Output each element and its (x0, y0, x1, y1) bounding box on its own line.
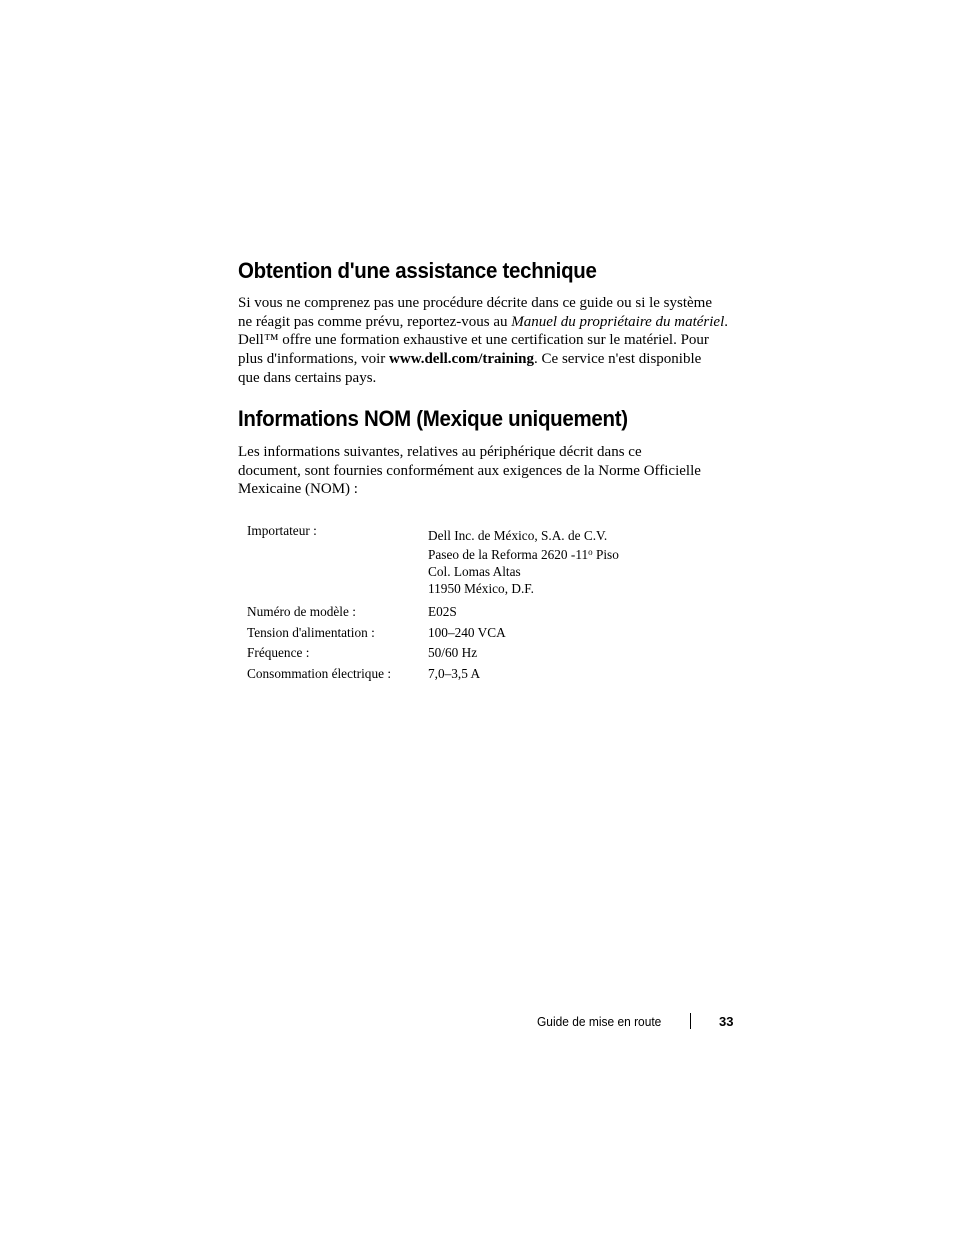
technical-assistance-paragraph (238, 294, 738, 388)
frequency-label: Fréquence : (247, 645, 310, 660)
importer-address (428, 527, 619, 597)
text-run: Piso (592, 547, 619, 562)
paragraph-line (238, 313, 738, 332)
training-url-link[interactable]: www.dell.com/training (389, 351, 535, 368)
paragraph-line: que dans certains pays. (238, 369, 377, 386)
text-run: plus d'informations, voir (238, 351, 390, 368)
nom-intro-paragraph (238, 443, 738, 499)
text-run: . Ce service n'est disponible (534, 351, 702, 368)
superscript: o (588, 547, 593, 557)
address-line: 11950 México, D.F. (428, 581, 534, 596)
owners-manual-title: Manuel du propriétaire du matériel (511, 313, 725, 330)
paragraph-line: Si vous ne comprenez pas une procédure décrite dans ce guide ou si le système (238, 295, 713, 311)
paragraph-line: Dell™ offre une formation exhaustive et une certification sur le matériel. Pour (238, 332, 709, 349)
nom-row-voltage (247, 624, 506, 645)
power-consumption-label: Consommation électrique : (247, 665, 392, 681)
frequency-value: 50/60 Hz (428, 645, 478, 660)
nom-info-table (247, 522, 619, 685)
footer-page-number: 33 (719, 1014, 734, 1029)
nom-row-frequency (247, 644, 478, 665)
address-line (428, 544, 619, 563)
power-consumption-value: 7,0–3,5 A (428, 665, 481, 681)
address-line: Dell Inc. de México, S.A. de C.V. (428, 528, 608, 543)
text-run: ne réagit pas comme prévu, reportez-vous au (238, 313, 512, 330)
model-number-label: Numéro de modèle : (247, 604, 356, 619)
voltage-value: 100–240 VCA (428, 624, 506, 640)
section-heading-nom-information: Informations NOM (Mexique uniquement) (238, 406, 628, 431)
text-run: . (724, 313, 729, 330)
footer-separator (690, 1013, 691, 1029)
nom-row-importer (247, 522, 619, 596)
paragraph-line (238, 350, 738, 369)
footer-guide-title: Guide de mise en route (537, 1014, 662, 1029)
nom-row-model (247, 603, 457, 624)
text-run: Paseo de la Reforma 2620 -11 (428, 547, 589, 562)
importer-label: Importateur : (247, 523, 317, 538)
model-number-value: E02S (428, 604, 457, 619)
nom-row-power (247, 665, 481, 686)
section-heading-technical-assistance: Obtention d'une assistance technique (238, 258, 597, 283)
paragraph-line: document, sont fournies conformément aux exigences de la Norme Officielle (238, 462, 701, 479)
address-line: Col. Lomas Altas (428, 564, 521, 579)
paragraph-line: Mexicaine (NOM) : (238, 481, 358, 498)
voltage-label: Tension d'alimentation : (247, 624, 375, 640)
paragraph-line: Les informations suivantes, relatives au périphérique décrit dans ce (238, 444, 642, 460)
